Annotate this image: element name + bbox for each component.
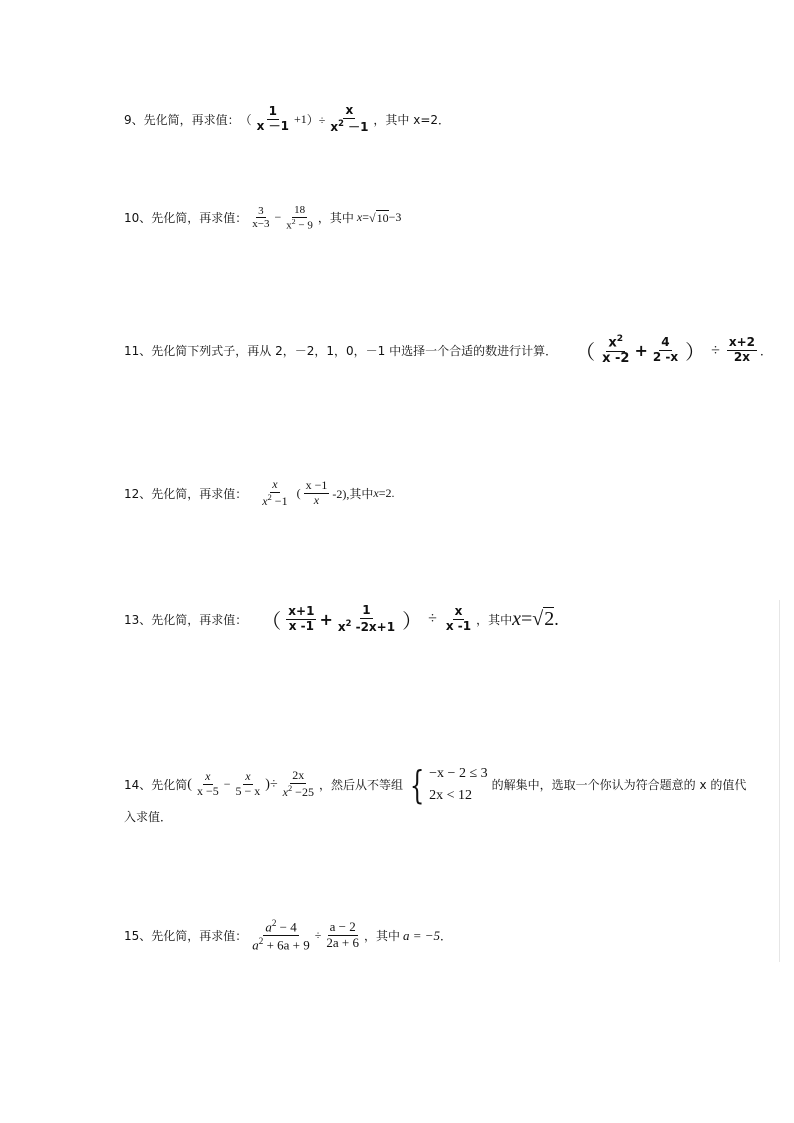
problem-15-label: 15、先化简，再求值： [124, 929, 248, 944]
fraction: $\frac{2x}{x^2 -25}$ [282, 768, 314, 800]
page-edge-line [779, 600, 780, 962]
problem-14: 14、先化简 ( $\frac{x}{x -5}$ − $\frac{x}{5 - x}$ )÷ $\frac{2x}{x^2 -25}$ ，然后从不等组 { −x − 2 ≤ 3 2x < 12 的解集中，选取一个你认为符合题意的 x 的值代 [124, 762, 747, 807]
fraction: $\frac{1}{x -1}$ [256, 104, 289, 133]
problem-13-label: 13、先化简，再求值： [124, 612, 248, 627]
sqrt: √ 2 [532, 608, 555, 631]
problem-15: 15、先化简，再求值： $\frac{a^2 - 4}{a^2 + 6a + 9}$ ÷ $\frac{a - 2}{2a + 6}$ ，其中 a = −5 ． [124, 918, 453, 953]
sqrt: √ 10 [368, 210, 389, 225]
fraction: $\frac{a - 2}{2a + 6}$ [326, 919, 359, 951]
fraction: $\frac{a^2 - 4}{a^2 + 6a + 9}$ [252, 918, 310, 953]
fraction: $\frac{x}{x -1}$ [445, 604, 472, 633]
fraction: $\frac{x^2}{x -2}$ [602, 334, 630, 367]
fraction: $\frac{x}{x^2 -1}$ [330, 103, 369, 134]
inequality-system: { −x − 2 ≤ 3 2x < 12 [409, 762, 488, 807]
fraction: $\frac{3}{x-3}$ [252, 204, 270, 231]
problem-11-label: 11、先化简下列式子，再从 2，－2，1，0，－1 中选择一个合适的数进行计算． [124, 344, 558, 359]
problem-9: 9、先化简，再求值： （ $\frac{1}{x -1}$ +1 ）÷ $\frac{x}{x^2 -1}$ ，其中 x=2． [124, 103, 451, 134]
fraction: $\frac{1}{x^2 -2x+1}$ [337, 603, 396, 634]
fraction: $\frac{x+2}{2x}$ [728, 335, 756, 365]
problem-14-line2: 入求值． [124, 810, 173, 824]
fraction: $\frac{x}{x^2 -1}$ [262, 477, 288, 508]
problem-10-label: 10、先化简，再求值： [124, 211, 248, 226]
fraction: $\frac{4}{2 -x}$ [652, 335, 679, 365]
problem-9-label: 9、先化简，再求值： [124, 112, 240, 127]
fraction: $\frac{x -1}{x}$ [305, 478, 328, 507]
fraction: $\frac{x}{x -5}$ [196, 769, 219, 799]
fraction: $\frac{18}{x^2 - 9}$ [286, 204, 313, 232]
problem-14-label: 14、先化简 [124, 778, 188, 793]
problem-12-label: 12、先化简，再求值： [124, 486, 248, 501]
problem-11: 11、先化简下列式子，再从 2，－2，1，0，－1 中选择一个合适的数进行计算． （ $\frac{x^2}{x -2}$ + $\frac{4}{2 -x}$ ） ÷ $\frac{x+2}{2x}$ ． [124, 334, 773, 367]
fraction: $\frac{x+1}{x -1}$ [288, 604, 315, 633]
problem-13: 13、先化简，再求值： （ $\frac{x+1}{x -1}$ + $\frac{1}{x^2 -2x+1}$ ） ÷ $\frac{x}{x -1}$ ，其中 x = √ 2 . [124, 603, 559, 634]
problem-12: 12、先化简，再求值： $\frac{x}{x^2 -1}$ ( $\frac{x -1}{x}$ -2),其中 x =2. [124, 477, 395, 508]
fraction: $\frac{x}{5 - x}$ [235, 769, 261, 799]
problem-10: 10、先化简，再求值： $\frac{3}{x-3}$ − $\frac{18}{x^2 - 9}$ ，其中 x = √ 10 −3 [124, 204, 402, 232]
